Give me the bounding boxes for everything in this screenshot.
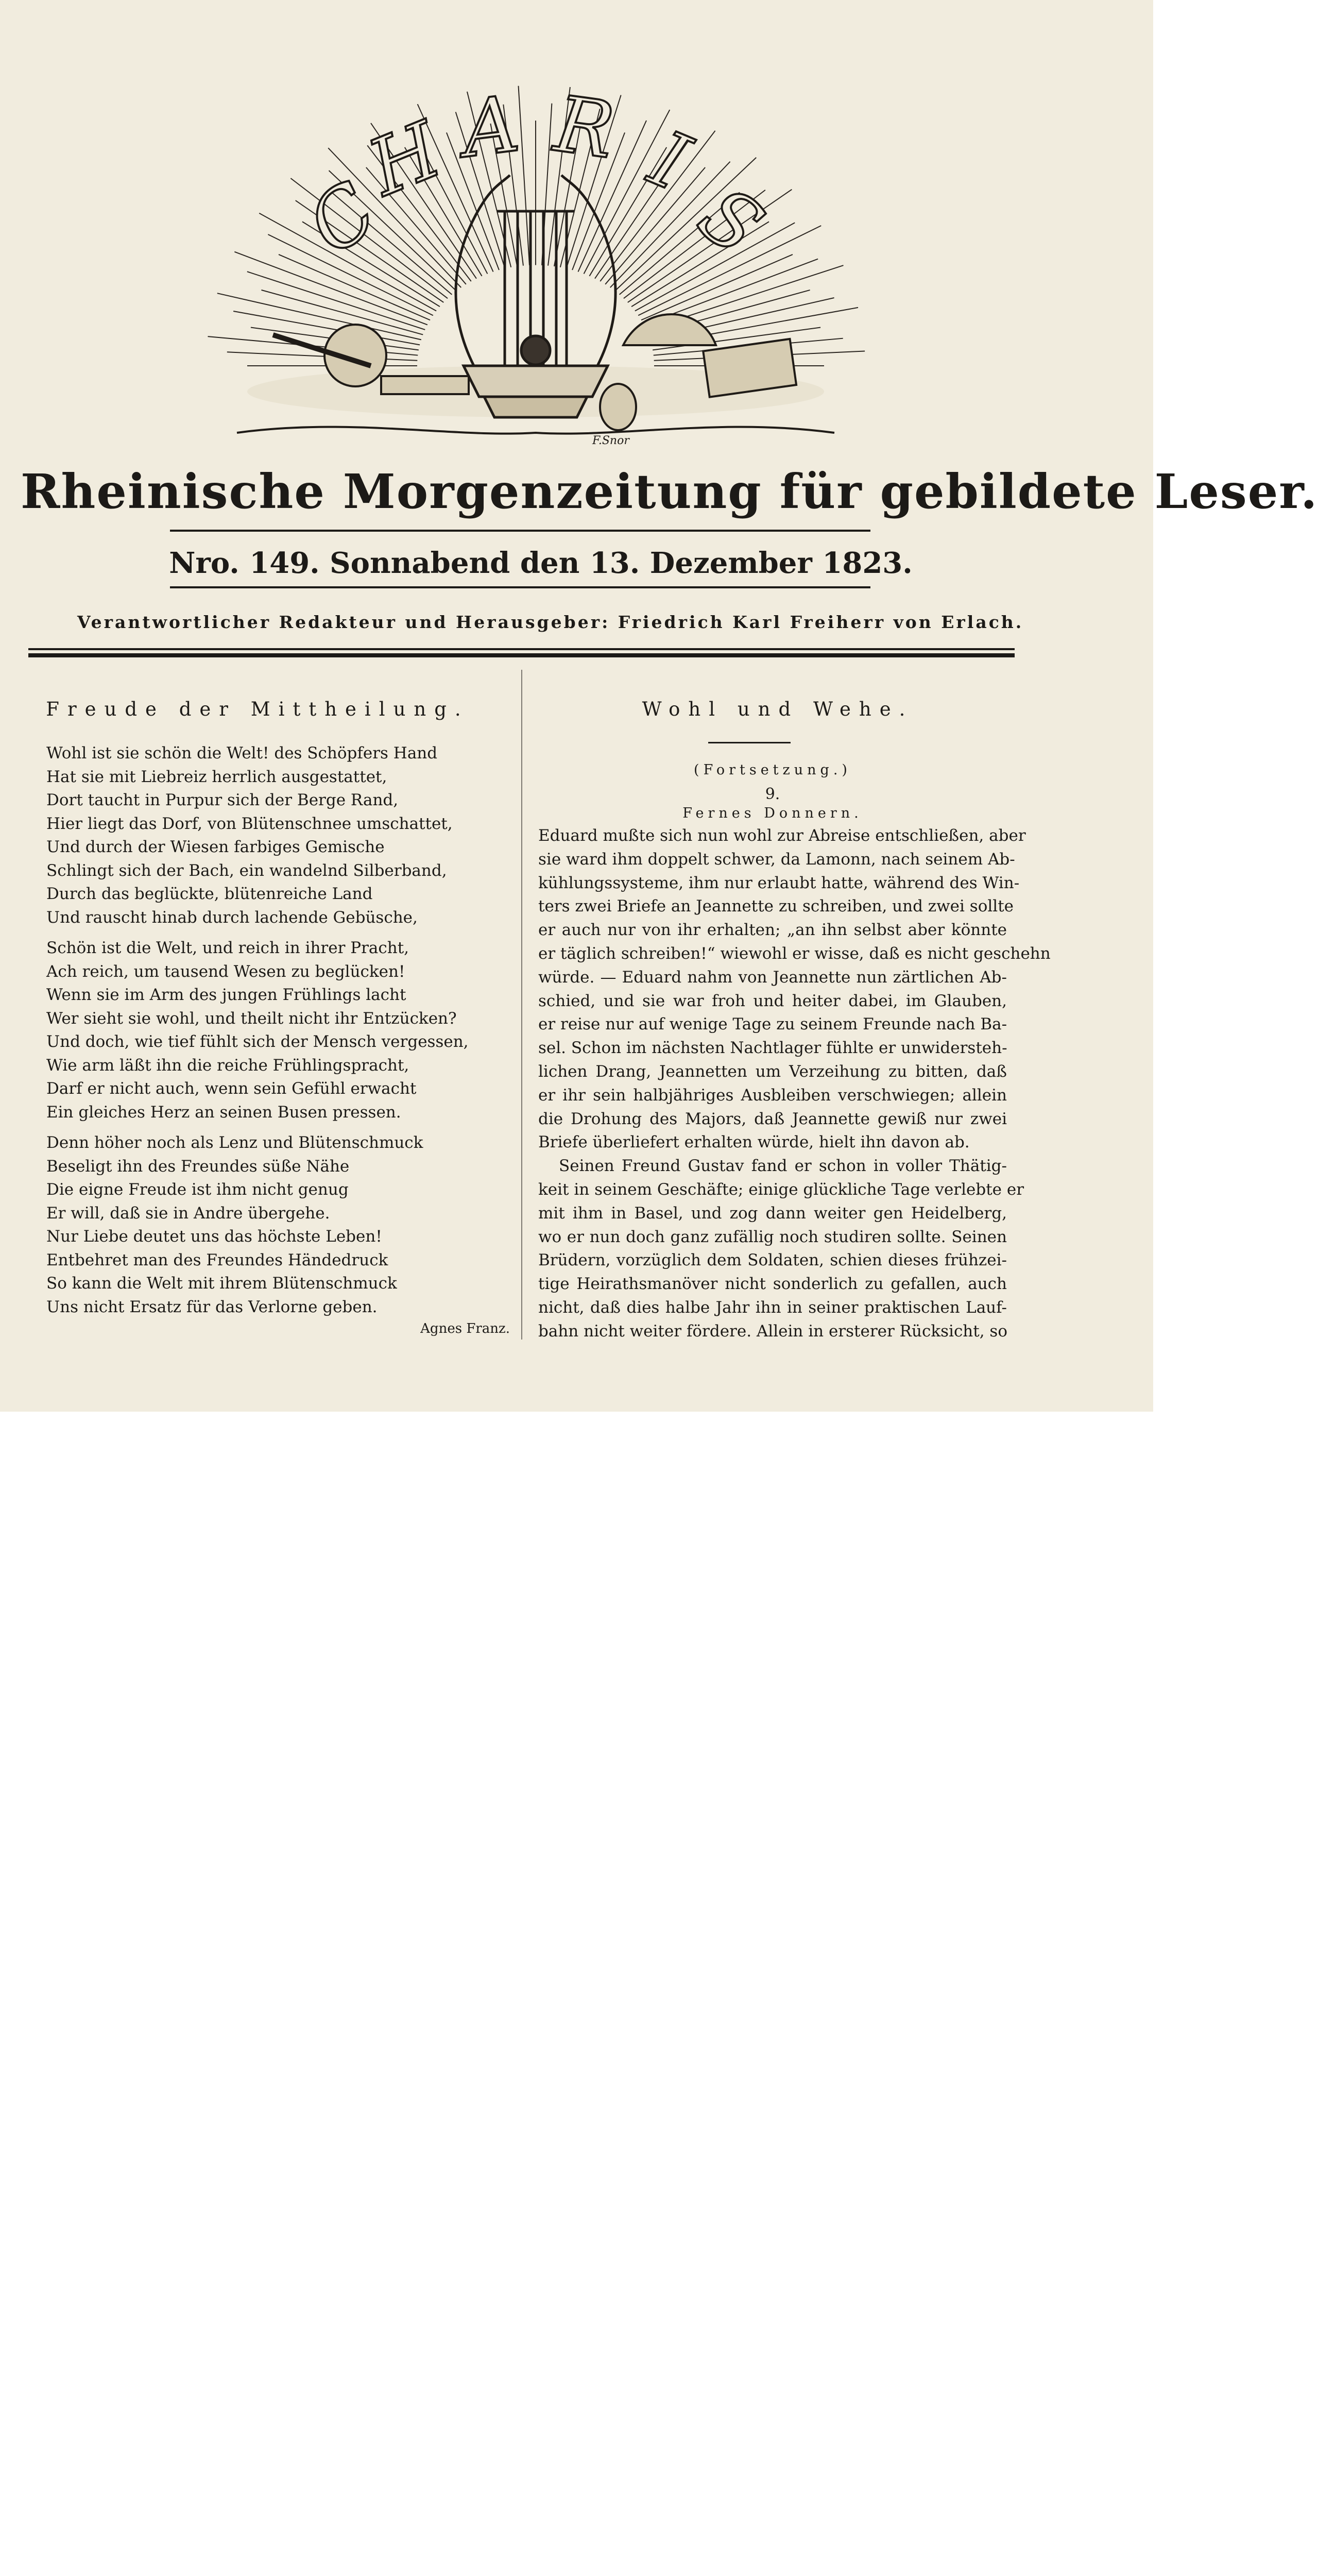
- story-line: die Drohung des Majors, daß Jeannette gewiß nur zwei: [538, 1109, 1007, 1128]
- chapter-title: Fernes Donnern.: [682, 805, 863, 821]
- story-title: Wohl und Wehe.: [642, 698, 914, 720]
- charis-masthead-engraving: [196, 77, 876, 448]
- engraver-signature: F.Snor: [592, 434, 629, 447]
- poem-line: So kann die Welt mit ihrem Blütenschmuck: [46, 1274, 397, 1293]
- issue-rule: [170, 586, 870, 588]
- poem-line: Uns nicht Ersatz für das Verlorne geben.: [46, 1297, 378, 1316]
- double-rule-bottom: [28, 653, 1015, 657]
- poem-line: Beseligt ihn des Freundes süße Nähe: [46, 1157, 350, 1176]
- poem-line: Und rauscht hinab durch lachende Gebüsche,: [46, 908, 418, 927]
- story-line: Briefe überliefert erhalten würde, hielt ihn davon ab.: [538, 1133, 970, 1152]
- story-line: er täglich schreiben!“ wiewohl er wisse, daß es nicht geschehn: [538, 944, 1051, 963]
- story-line: kühlungssysteme, ihm nur erlaubt hatte, während des Win-: [538, 873, 1020, 892]
- story-line: würde. — Eduard nahm von Jeannette nun zärtlichen Ab-: [538, 968, 1007, 987]
- poem-line: Ach reich, um tausend Wesen zu beglücken!: [46, 962, 405, 981]
- story-body: [538, 742, 1051, 1344]
- poem-line: Hier liegt das Dorf, von Blütenschnee umschattet,: [46, 814, 453, 833]
- footer-bar: [0, 1412, 1153, 1507]
- story-line: ters zwei Briefe an Jeannette zu schreiben, und zwei sollte: [538, 897, 1014, 916]
- column-divider: [521, 670, 522, 1340]
- books-icon: [381, 376, 469, 394]
- logo-letter: C: [292, 165, 393, 273]
- double-rule-top: [28, 648, 1015, 650]
- poem-line: Ein gleiches Herz an seinen Busen pressen.: [46, 1103, 401, 1122]
- story-line: sel. Schon im nächsten Nachtlager fühlte er unwidersteh-: [538, 1039, 1007, 1058]
- poem-line: Entbehret man des Freundes Händedruck: [46, 1250, 388, 1269]
- story-line: wo er nun doch ganz zufällig noch studiren sollte. Seinen: [538, 1227, 1007, 1246]
- poem-line: Hat sie mit Liebreiz herrlich ausgestattet,: [46, 767, 387, 786]
- laurel-branch-icon: [237, 427, 834, 434]
- sun-ray: [217, 293, 421, 340]
- poem-line: Wer sieht sie wohl, und theilt nicht ihr Entzücken?: [46, 1009, 457, 1028]
- logo-letter: H: [356, 105, 453, 214]
- theatre-mask-icon: [600, 384, 636, 430]
- story-line: Eduard mußte sich nun wohl zur Abreise entschließen, aber: [538, 826, 1026, 845]
- sun-ray: [227, 352, 417, 360]
- editor-line: Verantwortlicher Redakteur und Herausgeber: Friedrich Karl Freiherr von Erlach.: [77, 612, 1024, 632]
- poem-line: Nur Liebe deutet uns das höchste Leben!: [46, 1227, 382, 1246]
- lyre-icon: [456, 175, 615, 417]
- story-line: schied, und sie war froh und heiter dabei, im Glauben,: [538, 991, 1007, 1010]
- logo-letter: A: [457, 79, 524, 175]
- sun-ray: [234, 252, 427, 325]
- story-line: bahn nicht weiter fördere. Allein in ersterer Rücksicht, so: [538, 1321, 1008, 1341]
- sun-ray: [233, 311, 420, 345]
- title-rule: [170, 530, 870, 532]
- poem-line: Dort taucht in Purpur sich der Berge Rand,: [46, 791, 399, 809]
- story-text: [538, 824, 1051, 1344]
- story-line: er reise nur auf wenige Tage zu seinem Freunde nach Ba-: [538, 1015, 1007, 1034]
- poem-line: Schlingt sich der Bach, ein wandelnd Silberband,: [46, 861, 447, 880]
- poem-line: Wohl ist sie schön die Welt! des Schöpfers Hand: [46, 744, 438, 762]
- story-line: sie ward ihm doppelt schwer, da Lamonn, nach seinem Ab-: [538, 850, 1015, 869]
- poem-author: Agnes Franz.: [420, 1321, 510, 1336]
- story-line: er auch nur von ihr erhalten; „an ihn selbst aber könnte: [538, 921, 1007, 940]
- story-line: mit ihm in Basel, und zog dann weiter gen Heidelberg,: [538, 1204, 1007, 1223]
- story-line: lichen Drang, Jeannetten um Verzeihung zu bitten, daß: [538, 1062, 1007, 1081]
- poem-body: [46, 742, 510, 1336]
- story-line: keit in seinem Geschäfte; einige glückliche Tage verlebte er: [538, 1180, 1024, 1199]
- logo-letter: S: [682, 170, 779, 274]
- poem-line: Denn höher noch als Lenz und Blütenschmuck: [46, 1133, 423, 1152]
- logo-letter: I: [638, 114, 701, 209]
- story-line: Seinen Freund Gustav fand er schon in voller Thätig-: [559, 1157, 1007, 1176]
- poem-line: Schön ist die Welt, und reich in ihrer Pracht,: [46, 939, 409, 957]
- sun-ray: [247, 272, 425, 330]
- story-line: Brüdern, vorzüglich dem Soldaten, schien dieses frühzei-: [538, 1251, 1007, 1270]
- poem-line: Wenn sie im Arm des jungen Frühlings lacht: [46, 986, 406, 1004]
- story-line: tige Heirathsmanöver nicht sonderlich zu gefallen, auch: [538, 1275, 1007, 1294]
- newspaper-title: Rheinische Morgenzeitung für gebildete Leser.: [21, 464, 1318, 519]
- poem-line: Und doch, wie tief fühlt sich der Mensch vergessen,: [46, 1032, 469, 1051]
- poem-line: Er will, daß sie in Andre übergehe.: [46, 1204, 330, 1223]
- story-line: er ihr sein halbjähriges Ausbleiben verschwiegen; allein: [538, 1086, 1007, 1105]
- story-title-rule: [708, 742, 791, 743]
- poem-title: Freude der Mittheilung.: [46, 698, 469, 720]
- poem-line: Darf er nicht auch, wenn sein Gefühl erwacht: [46, 1079, 417, 1098]
- chapter-number: 9.: [765, 785, 780, 803]
- helmet-icon: [623, 314, 716, 345]
- story-line: nicht, daß dies halbe Jahr ihn in seiner praktischen Lauf-: [538, 1298, 1007, 1317]
- issue-line: Nro. 149. Sonnabend den 13. Dezember 1823.: [169, 546, 913, 580]
- poem-line: Die eigne Freude ist ihm nicht genug: [46, 1180, 349, 1199]
- poem-line: Wie arm läßt ihn die reiche Frühlingspracht,: [46, 1056, 409, 1075]
- poem-line: Durch das beglückte, blütenreiche Land: [46, 885, 373, 903]
- continuation-note: (Fortsetzung.): [694, 762, 851, 778]
- poem-line: Und durch der Wiesen farbiges Gemische: [46, 838, 385, 856]
- logo-letter: R: [549, 79, 620, 176]
